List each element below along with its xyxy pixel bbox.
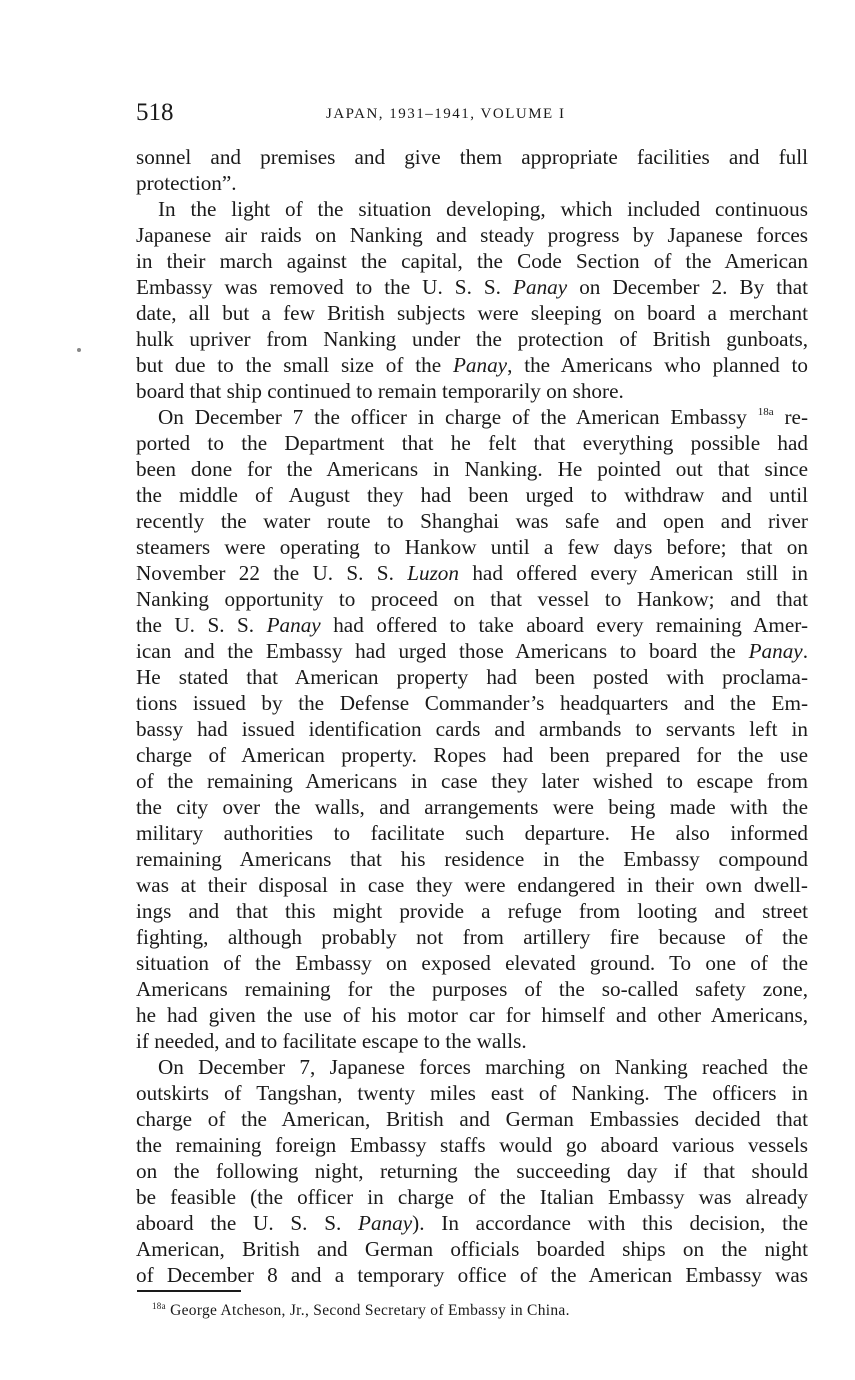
text-line: bassy had issued identification cards and armbands to servants left in [136, 717, 808, 741]
text-line: Embassy was removed to the U. S. S. Panay on December 2. By that [136, 275, 808, 299]
text-line: been done for the Americans in Nanking. He pointed out that since [136, 457, 808, 481]
text-line: Americans remaining for the purposes of the so-called safety zone, [136, 977, 808, 1001]
text-line: of the remaining Americans in case they later wished to escape from [136, 769, 808, 793]
text-line: fighting, although probably not from artillery fire because of the [136, 925, 808, 949]
text-line: military authorities to facilitate such departure. He also informed [136, 821, 808, 845]
stray-mark [77, 348, 81, 352]
text-line: the remaining foreign Embassy staffs would go aboard various vessels [136, 1133, 808, 1157]
running-head: JAPAN, 1931–1941, VOLUME I [326, 106, 566, 122]
text-line: was at their disposal in case they were endangered in their own dwell- [136, 873, 808, 897]
paragraph [136, 144, 808, 196]
paragraph [136, 1054, 808, 1288]
text-line: situation of the Embassy on exposed elevated ground. To one of the [136, 951, 808, 975]
text-line: Nanking opportunity to proceed on that vessel to Hankow; and that [136, 587, 808, 611]
text-line: on the following night, returning the succeeding day if that should [136, 1159, 808, 1183]
text-line: protection”. [136, 171, 237, 195]
text-line: outskirts of Tangshan, twenty miles east of Nanking. The officers in [136, 1081, 808, 1105]
text-line: recently the water route to Shanghai was safe and open and river [136, 509, 808, 533]
footnote-marker: 18a [152, 1301, 166, 1311]
text-line: tions issued by the Defense Commander’s headquarters and the Em- [136, 691, 808, 715]
footnote-reference: 18a [757, 406, 774, 418]
text-line: he had given the use of his motor car for himself and other Americans, [136, 1003, 808, 1027]
text-line: of December 8 and a temporary office of the American Embassy was [136, 1263, 808, 1287]
text-line: board that ship continued to remain temporarily on shore. [136, 379, 624, 403]
text-line: November 22 the U. S. S. Luzon had offered every American still in [136, 561, 808, 585]
text-line: the middle of August they had been urged to withdraw and until [136, 483, 808, 507]
text-line: In the light of the situation developing, which included continuous [158, 197, 808, 221]
text-line: hulk upriver from Nanking under the protection of British gunboats, [136, 327, 808, 351]
footnote-text: George Atcheson, Jr., Second Secretary of Embassy in China. [170, 1302, 570, 1319]
text-line: ings and that this might provide a refuge from looting and street [136, 899, 808, 923]
page-header [136, 99, 808, 131]
ship-name: Panay [266, 613, 321, 637]
page-body [136, 144, 808, 1288]
text-line: in their march against the capital, the Code Section of the American [136, 249, 808, 273]
page-number: 518 [136, 99, 174, 126]
ship-name: Panay [513, 275, 568, 299]
text-line: Japanese air raids on Nanking and steady progress by Japanese forces [136, 223, 808, 247]
text-line: if needed, and to facilitate escape to the walls. [136, 1029, 527, 1053]
text-line: He stated that American property had been posted with proclama- [136, 665, 808, 689]
paragraph [136, 404, 808, 1054]
ship-name: Luzon [407, 561, 459, 585]
text-line: American, British and German officials boarded ships on the night [136, 1237, 808, 1261]
text-line: be feasible (the officer in charge of the Italian Embassy was already [136, 1185, 808, 1209]
text-line: ican and the Embassy had urged those Americans to board the Panay. [136, 639, 808, 663]
ship-name: Panay [748, 639, 803, 663]
ship-name: Panay [452, 353, 508, 377]
text-line: date, all but a few British subjects were sleeping on board a merchant [136, 301, 808, 325]
text-line: the U. S. S. Panay had offered to take aboard every remaining Amer- [136, 613, 808, 637]
text-line: On December 7 the officer in charge of the American Embassy $^{18a}$ re- [158, 405, 809, 429]
text-line: On December 7, Japanese forces marching on Nanking reached the [158, 1055, 808, 1079]
text-line: charge of American property. Ropes had been prepared for the use [136, 743, 808, 767]
text-line: charge of the American, British and German Embassies decided that [136, 1107, 808, 1131]
ship-name: Panay [358, 1211, 413, 1235]
footnote [152, 1301, 570, 1321]
text-line: aboard the U. S. S. Panay). In accordance with this decision, the [136, 1211, 808, 1235]
text-line: sonnel and premises and give them appropriate facilities and full [136, 145, 808, 169]
text-line: remaining Americans that his residence in the Embassy compound [136, 847, 808, 871]
text-line: but due to the small size of the Panay, the Americans who planned to [136, 353, 808, 377]
text-line: steamers were operating to Hankow until a few days before; that on [136, 535, 808, 559]
footnote-rule [137, 1290, 241, 1292]
text-line: ported to the Department that he felt that everything possible had [136, 431, 808, 455]
text-line: the city over the walls, and arrangements were being made with the [136, 795, 808, 819]
paragraph [136, 196, 808, 404]
